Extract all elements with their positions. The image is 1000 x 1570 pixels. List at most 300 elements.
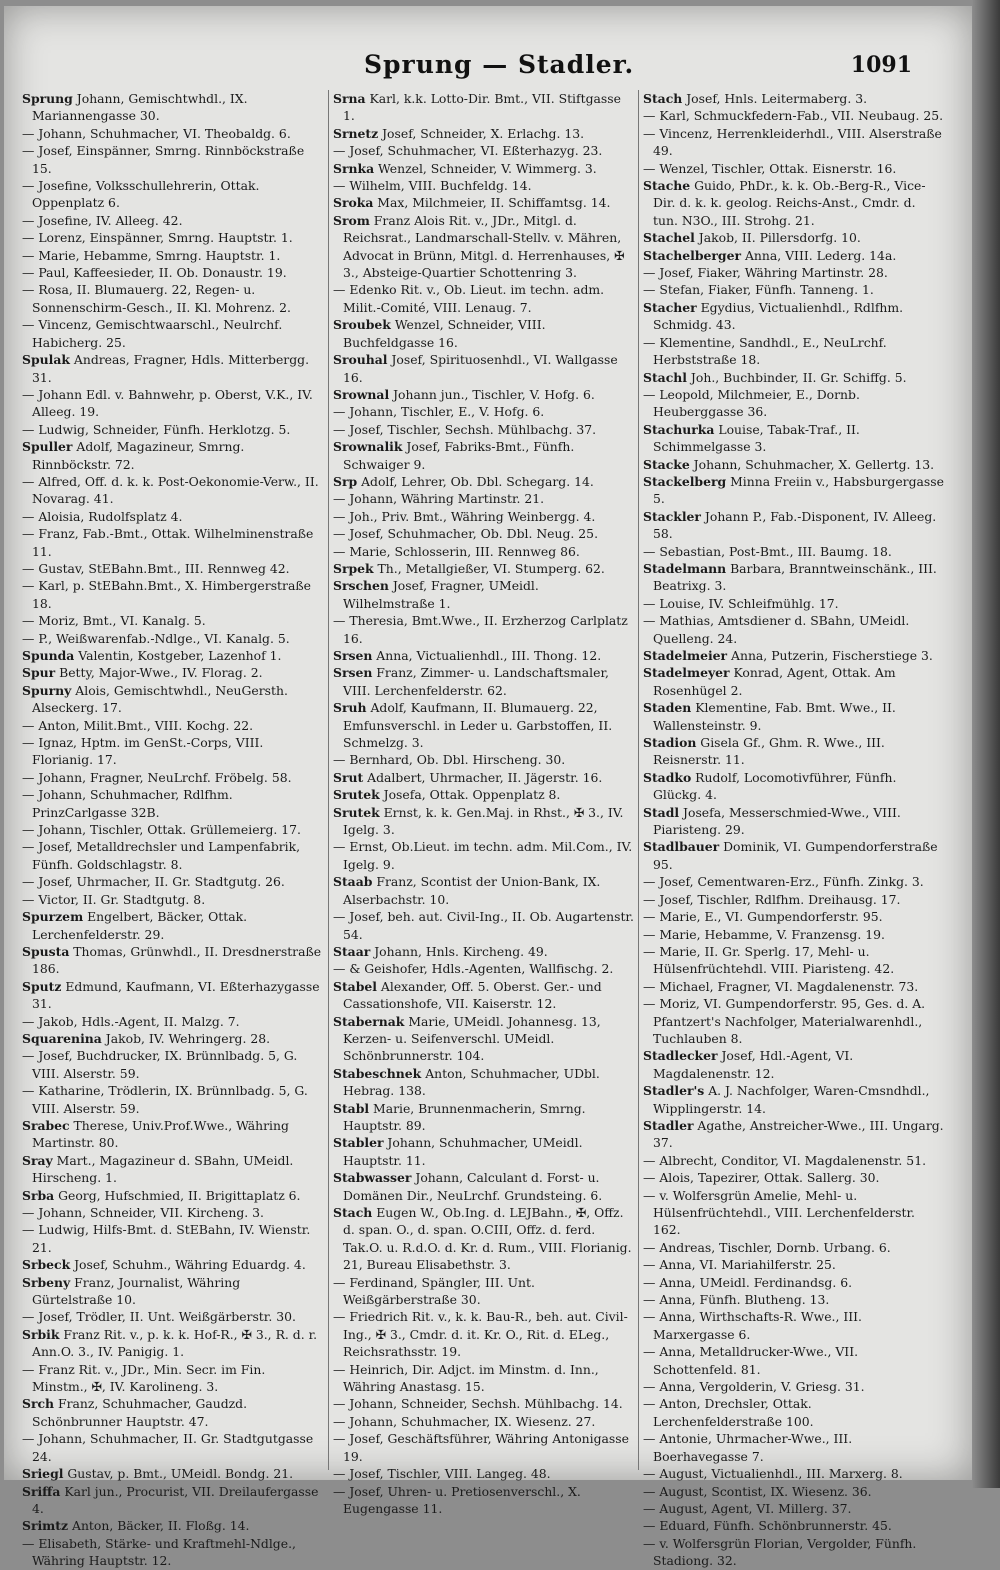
entry-details: — Anna, VI. Mariahilferstr. 25.	[643, 1257, 836, 1273]
entry-details: Franz Alois Rit. v., JDr., Mitgl. d. Reichsrat., Landmarschall-Stellv. v. Mähren, Advocat in Brünn, Mitgl. d. Herrenhauses, ✠ 3., Absteige-Quartier Schottenring 3.	[343, 212, 625, 281]
directory-entry	[22, 1256, 324, 1273]
entry-details: Johann, Calculant d. Forst- u. Domänen Dir., NeuLrchf. Grundsteing. 6.	[343, 1170, 603, 1203]
entry-details: — Josef, Trödler, II. Unt. Weißgärberstr. 30.	[22, 1309, 296, 1325]
entry-details: — Vincenz, Herrenkleiderhdl., VIII. Alserstraße 49.	[643, 125, 942, 159]
directory-entry	[643, 177, 944, 229]
directory-entry	[643, 229, 944, 246]
entry-surname: Stachel	[643, 230, 695, 246]
directory-entry	[643, 838, 944, 873]
entry-details: Anna, Victualienhdl., III. Thong. 12.	[372, 648, 602, 663]
entry-details: Max, Milchmeier, II. Schiffamtsg. 14.	[373, 195, 611, 211]
entry-details: — Joh., Priv. Bmt., Währing Weinbergg. 4.	[333, 508, 596, 524]
directory-entry	[22, 1308, 324, 1325]
entry-details: Alois, Gemischtwhdl., NeuGersth. Alseckerg. 17.	[32, 682, 288, 716]
directory-entry	[643, 595, 944, 612]
directory-entry	[643, 1395, 944, 1430]
column-1	[18, 90, 328, 1569]
directory-entry	[333, 873, 634, 908]
entry-surname: Srut	[333, 769, 364, 785]
entry-surname: Staden	[643, 700, 692, 716]
directory-entry	[643, 612, 944, 647]
directory-entry	[643, 386, 944, 421]
entry-surname: Srschen	[333, 578, 389, 594]
directory-entry	[333, 403, 634, 420]
directory-entry	[333, 786, 634, 803]
entry-details: — Josef, Schuhmacher, VI. Eßterhazyg. 23.	[333, 143, 603, 159]
entry-details: — Wilhelm, VIII. Buchfeldg. 14.	[333, 178, 532, 194]
directory-entry	[333, 194, 634, 211]
directory-entry	[22, 1013, 324, 1030]
entry-details: — Albrecht, Conditor, VI. Magdalenenstr. 51.	[643, 1152, 927, 1168]
entry-details: Franz Rit. v., p. k. k. Hof-R., ✠ 3., R. d. r. Ann.O. 3., IV. Panigig. 1.	[32, 1326, 318, 1360]
directory-entry	[333, 960, 634, 977]
entry-details: — Johann, Fragner, NeuLrchf. Fröbelg. 58.	[22, 769, 292, 785]
entry-surname: Spurny	[22, 682, 72, 698]
entry-surname: Srbeny	[22, 1274, 71, 1290]
entry-details: Mart., Magazineur d. SBahn, UMeidl. Hirscheng. 1.	[32, 1152, 294, 1186]
entry-details: — Paul, Kaffeesieder, II. Ob. Donaustr. 19.	[22, 265, 287, 281]
entry-details: Adalbert, Uhrmacher, II. Jägerstr. 16.	[363, 769, 603, 785]
directory-entry	[643, 264, 944, 281]
entry-details: Wenzel, Schneider, VIII. Buchfeldgasse 16.	[343, 317, 546, 350]
directory-entry	[22, 769, 324, 786]
directory-entry	[333, 508, 634, 525]
entry-details: — Karl, p. StEBahn.Bmt., X. Himbergerstraße 18.	[22, 578, 311, 611]
entry-details: — Josefine, Volksschullehrerin, Ottak. Oppenplatz 6.	[22, 178, 260, 211]
entry-details: — Lorenz, Einspänner, Smrng. Hauptstr. 1.	[22, 230, 293, 246]
entry-details: — Mathias, Amtsdiener d. SBahn, UMeidl. Quelleng. 24.	[643, 613, 910, 646]
entry-surname: Srownalik	[333, 439, 403, 455]
directory-entry	[643, 873, 944, 890]
directory-entry	[22, 560, 324, 577]
entry-surname: Stadler	[643, 1117, 694, 1133]
directory-entry	[22, 717, 324, 734]
entry-surname: Stach	[333, 1205, 373, 1220]
directory-entry	[22, 1152, 324, 1187]
directory-entry	[22, 891, 324, 908]
entry-details: Minna Freiin v., Habsburgergasse 5.	[653, 473, 944, 507]
entry-surname: Stach	[643, 91, 683, 106]
entry-details: — Ludwig, Schneider, Fünfh. Herklotzg. 5.	[22, 421, 291, 437]
directory-entry	[643, 1308, 944, 1343]
entry-surname: Srna	[333, 91, 366, 106]
directory-entry	[333, 577, 634, 612]
entry-details: — Johann, Schuhmacher, VI. Theobaldg. 6.	[22, 125, 291, 141]
column-2	[328, 90, 638, 1516]
directory-entry	[643, 1465, 944, 1482]
entry-details: Edmund, Kaufmann, VI. Eßterhazygasse 31.	[32, 978, 320, 1012]
entry-details: — Marie, II. Gr. Sperlg. 17, Mehl- u. Hülsenfrüchtehdl. VIII. Piaristeng. 42.	[643, 943, 895, 977]
entry-surname: Sruh	[333, 700, 367, 716]
entry-details: — Anna, Fünfh. Blutheng. 13.	[643, 1292, 830, 1308]
entry-details: — Moriz, VI. Gumpendorferstr. 95, Ges. d. A. Pfantzert's Nachfolger, Materialwarenhdl., Tuchlauben 8.	[643, 996, 926, 1046]
directory-entry	[22, 647, 324, 664]
entry-details: Thomas, Grünwhdl., II. Dresdnerstraße 186.	[32, 943, 322, 977]
entry-details: Anna, VIII. Lederg. 14a.	[741, 247, 897, 263]
entry-details: — Victor, II. Gr. Stadtgutg. 8.	[22, 891, 206, 907]
entry-details: Jakob, II. Pillersdorfg. 10.	[694, 230, 861, 246]
entry-details: — Johann, Schuhmacher, IX. Wiesenz. 27.	[333, 1413, 596, 1429]
directory-entry	[643, 769, 944, 804]
entry-details: — Marie, E., VI. Gumpendorferstr. 95.	[643, 909, 883, 925]
entry-details: — Josef, Schuhmacher, Ob. Dbl. Neug. 25.	[333, 526, 599, 542]
entry-surname: Spur	[22, 665, 56, 681]
directory-entry	[643, 281, 944, 298]
directory-entry	[333, 978, 634, 1013]
directory-entry	[333, 212, 634, 282]
directory-entry	[22, 682, 324, 717]
directory-entry	[643, 1187, 944, 1239]
directory-entry	[333, 699, 634, 751]
directory-entry	[333, 1465, 634, 1482]
directory-entry	[333, 281, 634, 316]
entry-surname: Sprung	[22, 91, 73, 106]
entry-details: Georg, Hufschmied, II. Brigittaplatz 6.	[54, 1187, 301, 1203]
entry-details: Johann, Gemischtwhdl., IX. Mariannengasse 30.	[32, 91, 248, 124]
entry-surname: Staar	[333, 943, 371, 959]
directory-entry	[333, 316, 634, 351]
directory-entry	[643, 1291, 944, 1308]
directory-entry	[22, 142, 324, 177]
directory-columns	[18, 90, 948, 1569]
entry-surname: Srutek	[333, 787, 380, 803]
entry-details: — Jakob, Hdls.-Agent, II. Malzg. 7.	[22, 1013, 240, 1029]
entry-surname: Stadelmann	[643, 560, 727, 576]
entry-details: — Vincenz, Gemischtwaarschl., Neulrchf. Habicherg. 25.	[22, 317, 283, 350]
entry-details: — August, Victualienhdl., III. Marxerg. 8.	[643, 1466, 903, 1482]
entry-details: Ernst, k. k. Gen.Maj. in Rhst., ✠ 3., IV. Igelg. 3.	[343, 804, 624, 838]
directory-entry	[333, 1413, 634, 1430]
directory-entry	[333, 177, 634, 194]
entry-surname: Stackler	[643, 508, 701, 524]
directory-entry	[22, 125, 324, 142]
entry-details: Josef, Fabriks-Bmt., Fünfh. Schwaiger 9.	[343, 439, 575, 472]
directory-entry	[22, 421, 324, 438]
directory-entry	[643, 1169, 944, 1186]
entry-details: Franz, Schuhmacher, Gaudzd. Schönbrunner Hauptstr. 47.	[32, 1396, 248, 1429]
entry-details: Anton, Schuhmacher, UDbl. Hebrag. 138.	[343, 1065, 600, 1099]
entry-details: Adolf, Kaufmann, II. Blumauerg. 22, Emfunsverschl. in Leder u. Garbstoffen, II. Schmelzg. 3.	[343, 700, 613, 751]
entry-details: Johann, Hnls. Kircheng. 49.	[370, 943, 548, 959]
entry-details: — Karl, Schmuckfedern-Fab., VII. Neubaug. 25.	[643, 108, 944, 124]
entry-surname: Stadlbauer	[643, 839, 720, 855]
entry-details: — Heinrich, Dir. Adjct. im Minstm. d. Inn., Währing Anastasg. 15.	[333, 1361, 599, 1395]
entry-details: Josef, Hnls. Leitermaberg. 3.	[682, 91, 868, 106]
entry-details: — Josef, Tischler, Rdlfhm. Dreihausg. 17.	[643, 891, 901, 907]
book-edge-shadow	[972, 0, 1000, 1488]
directory-entry	[22, 786, 324, 821]
entry-details: — Josef, Uhren- u. Pretiosenverschl., X. Eugengasse 11.	[333, 1483, 581, 1516]
entry-details: — Ignaz, Hptm. im GenSt.-Corps, VIII. Florianig. 17.	[22, 735, 264, 768]
entry-details: Anna, Putzerin, Fischerstiege 3.	[727, 648, 933, 663]
directory-entry	[643, 1535, 944, 1570]
entry-surname: Srouhal	[333, 352, 388, 368]
directory-entry	[333, 1274, 634, 1309]
directory-entry	[333, 543, 634, 560]
directory-entry	[22, 1361, 324, 1396]
entry-surname: Srimtz	[22, 1518, 69, 1534]
entry-details: — Stefan, Fiaker, Fünfh. Tanneng. 1.	[643, 282, 874, 298]
entry-surname: Stadl	[643, 804, 680, 820]
entry-details: Engelbert, Bäcker, Ottak. Lerchenfelderstr. 29.	[32, 909, 248, 942]
directory-entry	[333, 490, 634, 507]
entry-surname: Stadion	[643, 735, 697, 751]
entry-surname: Stacher	[643, 299, 697, 315]
directory-entry	[22, 1274, 324, 1309]
directory-entry	[333, 769, 634, 786]
entry-details: — Friedrich Rit. v., k. k. Bau-R., beh. aut. Civil-Ing., ✠ 3., Cmdr. d. it. Kr. O., Rit. d. ELeg., Reichsrathsstr. 19.	[333, 1309, 628, 1360]
directory-entry	[22, 281, 324, 316]
entry-details: — Josefine, IV. Alleeg. 42.	[22, 212, 183, 228]
directory-entry	[643, 107, 944, 124]
directory-entry	[333, 386, 634, 403]
entry-surname: Srom	[333, 212, 370, 228]
entry-details: — Ernst, Ob.Lieut. im techn. adm. Mil.Com., IV. Igelg. 9.	[333, 839, 633, 872]
entry-surname: Srnka	[333, 160, 375, 176]
entry-details: Betty, Major-Wwe., IV. Florag. 2.	[55, 665, 263, 681]
entry-surname: Stachl	[643, 369, 687, 385]
entry-surname: Squarenina	[22, 1030, 102, 1046]
entry-details: Gisela Gf., Ghm. R. Wwe., III. Reisnerstr. 11.	[653, 735, 885, 768]
directory-entry	[22, 664, 324, 681]
directory-entry	[643, 1517, 944, 1534]
entry-details: — Josef, Metalldrechsler und Lampenfabrik, Fünfh. Goldschlagstr. 8.	[22, 839, 301, 872]
directory-entry	[643, 664, 944, 699]
directory-entry	[22, 1030, 324, 1047]
directory-entry	[22, 264, 324, 281]
directory-entry	[333, 908, 634, 943]
entry-surname: Stadler's	[643, 1083, 705, 1099]
entry-details: — Wenzel, Tischler, Ottak. Eisnerstr. 16.	[643, 160, 897, 176]
entry-details: Adolf, Lehrer, Ob. Dbl. Schegarg. 14.	[357, 473, 594, 489]
directory-entry	[643, 125, 944, 160]
entry-surname: Spunda	[22, 648, 75, 663]
directory-entry	[333, 647, 634, 664]
entry-surname: Spulak	[22, 352, 70, 368]
directory-entry	[333, 525, 634, 542]
directory-entry	[22, 978, 324, 1013]
entry-details: Johann jun., Tischler, V. Hofg. 6.	[389, 386, 595, 402]
directory-entry	[22, 1430, 324, 1465]
directory-entry	[643, 943, 944, 978]
directory-entry	[22, 90, 324, 125]
directory-entry	[643, 1239, 944, 1256]
entry-surname: Srbik	[22, 1326, 60, 1342]
directory-entry	[333, 1134, 634, 1169]
entry-details: — v. Wolfersgrün Amelie, Mehl- u. Hülsenfrüchtehdl., VIII. Lerchenfelderstr. 162.	[643, 1187, 915, 1238]
entry-details: Josef, Spirituosenhdl., VI. Wallgasse 16.	[343, 352, 618, 385]
directory-entry	[333, 1361, 634, 1396]
directory-entry	[643, 334, 944, 369]
entry-details: — Josef, Uhrmacher, II. Gr. Stadtgutg. 26.	[22, 874, 285, 890]
directory-entry	[643, 543, 944, 560]
entry-details: — Elisabeth, Stärke- und Kraftmehl-Ndlge., Währing Hauptstr. 12.	[22, 1535, 296, 1569]
directory-entry	[22, 838, 324, 873]
directory-entry	[22, 525, 324, 560]
entry-details: — Franz Rit. v., JDr., Min. Secr. im Fin. Minstm., ✠, IV. Karolineng. 3.	[22, 1361, 266, 1395]
entry-details: — Edenko Rit. v., Ob. Lieut. im techn. adm. Milit.-Comité, VIII. Lenaug. 7.	[333, 282, 605, 315]
entry-details: — Antonie, Uhrmacher-Wwe., III. Boerhavegasse 7.	[643, 1431, 853, 1464]
entry-details: — Marie, Schlosserin, III. Rennweg 86.	[333, 543, 580, 559]
page-header	[4, 50, 972, 90]
entry-details: — Alois, Tapezirer, Ottak. Sallerg. 30.	[643, 1170, 880, 1186]
entry-surname: Sroka	[333, 195, 374, 211]
entry-details: — Johann, Tischler, E., V. Hofg. 6.	[333, 404, 545, 420]
entry-details: — Theresia, Bmt.Wwe., II. Erzherzog Carlplatz 16.	[333, 613, 628, 646]
directory-entry	[643, 1483, 944, 1500]
entry-details: — & Geishofer, Hdls.-Agenten, Wallfischg. 2.	[333, 961, 614, 977]
entry-surname: Stacke	[643, 456, 690, 472]
directory-entry	[643, 508, 944, 543]
directory-entry	[643, 1152, 944, 1169]
entry-details: — Johann Edl. v. Bahnwehr, p. Oberst, V.K., IV. Alleeg. 19.	[22, 386, 313, 420]
directory-entry	[22, 177, 324, 212]
entry-details: Valentin, Kostgeber, Lazenhof 1.	[74, 648, 282, 663]
entry-details: — Marie, Hebamme, V. Franzensg. 19.	[643, 926, 885, 942]
entry-details: — Johann, Schneider, VII. Kircheng. 3.	[22, 1205, 264, 1220]
directory-entry	[333, 90, 634, 125]
directory-entry	[643, 978, 944, 995]
entry-details: Josef, Schneider, X. Erlachg. 13.	[378, 125, 585, 141]
directory-entry	[22, 212, 324, 229]
entry-details: — Gustav, StEBahn.Bmt., III. Rennweg 42.	[22, 560, 290, 576]
directory-entry	[643, 1378, 944, 1395]
directory-entry	[22, 873, 324, 890]
directory-entry	[333, 421, 634, 438]
directory-entry	[22, 1187, 324, 1204]
directory-entry	[22, 1465, 324, 1482]
entry-surname: Stabler	[333, 1135, 384, 1151]
entry-details: — Anna, Metalldrucker-Wwe., VII. Schottenfeld. 81.	[643, 1344, 859, 1377]
entry-details: Klementine, Fab. Bmt. Wwe., II. Wallensteinstr. 9.	[653, 700, 896, 733]
entry-surname: Srsen	[333, 665, 373, 681]
entry-details: Jakob, IV. Wehringerg. 28.	[101, 1030, 271, 1046]
directory-entry	[22, 229, 324, 246]
entry-surname: Spurzem	[22, 909, 84, 925]
entry-details: — Anna, Wirthschafts-R. Wwe., III. Marxergasse 6.	[643, 1309, 862, 1342]
entry-details: — Johann, Schuhmacher, II. Gr. Stadtgutgasse 24.	[22, 1431, 314, 1464]
entry-details: — Katharine, Trödlerin, IX. Brünnlbadg. 5, G. VIII. Alserstr. 59.	[22, 1083, 308, 1116]
directory-entry	[333, 1430, 634, 1465]
entry-details: — Josef, Cementwaren-Erz., Fünfh. Zinkg. 3.	[643, 874, 924, 890]
entry-details: — Johann, Schneider, Sechsh. Mühlbachg. 14.	[333, 1396, 623, 1412]
directory-entry	[22, 1047, 324, 1082]
entry-details: Anton, Bäcker, II. Floßg. 14.	[68, 1518, 250, 1534]
directory-entry	[333, 351, 634, 386]
entry-details: — Ludwig, Hilfs-Bmt. d. StEBahn, IV. Wienstr. 21.	[22, 1222, 311, 1255]
directory-entry	[22, 1082, 324, 1117]
directory-entry	[333, 1395, 634, 1412]
entry-details: Gustav, p. Bmt., UMeidl. Bondg. 21.	[63, 1466, 294, 1482]
entry-surname: Stadlecker	[643, 1048, 718, 1064]
entry-details: Josefa, Ottak. Oppenplatz 8.	[379, 787, 561, 803]
entry-details: — Louise, IV. Schleifmühlg. 17.	[643, 595, 839, 611]
entry-surname: Stackelberg	[643, 473, 727, 489]
entry-details: — v. Wolfersgrün Florian, Vergolder, Fünfh. Stadiong. 32.	[643, 1535, 917, 1569]
directory-entry	[643, 891, 944, 908]
entry-details: Dominik, VI. Gumpendorferstraße 95.	[653, 839, 938, 872]
entry-details: Guido, PhDr., k. k. Ob.-Berg-R., Vice-Dir. d. k. k. geolog. Reichs-Anst., Cmdr. d. tun. N3O., III. Strohg. 21.	[653, 178, 926, 228]
entry-details: Adolf, Magazineur, Smrng. Rinnböckstr. 72.	[32, 439, 245, 472]
directory-entry	[22, 508, 324, 525]
directory-entry	[22, 1326, 324, 1361]
entry-surname: Sriegl	[22, 1466, 64, 1482]
directory-entry	[22, 577, 324, 612]
directory-entry	[22, 612, 324, 629]
entry-details: — Johann, Tischler, Ottak. Grüllemeierg. 17.	[22, 822, 301, 838]
directory-entry	[643, 90, 944, 107]
directory-entry	[22, 438, 324, 473]
entry-details: Th., Metallgießer, VI. Stumperg. 62.	[373, 560, 605, 576]
directory-entry	[22, 734, 324, 769]
directory-entry	[333, 1308, 634, 1360]
directory-entry	[333, 943, 634, 960]
entry-surname: Stabernak	[333, 1013, 405, 1029]
entry-details: — August, Scontist, IX. Wiesenz. 36.	[643, 1483, 872, 1499]
directory-entry	[22, 1483, 324, 1518]
entry-surname: Spuller	[22, 439, 73, 455]
directory-entry	[22, 351, 324, 386]
directory-entry	[22, 630, 324, 647]
directory-entry	[643, 908, 944, 925]
entry-details: — Sebastian, Post-Bmt., III. Baumg. 18.	[643, 543, 892, 559]
directory-entry	[333, 612, 634, 647]
entry-details: Andreas, Fragner, Hdls. Mitterbergg. 31.	[32, 352, 310, 385]
directory-page	[4, 6, 972, 1569]
entry-details: — Anton, Drechsler, Ottak. Lerchenfelderstraße 100.	[643, 1396, 814, 1429]
directory-entry	[22, 247, 324, 264]
directory-entry	[643, 734, 944, 769]
entry-details: — Bernhard, Ob. Dbl. Hirscheng. 30.	[333, 752, 566, 768]
entry-details: — Josef, Tischler, VIII. Langeg. 48.	[333, 1466, 551, 1482]
entry-details: — Josef, Geschäftsführer, Währing Antonigasse 19.	[333, 1431, 629, 1464]
entry-details: — Josef, Einspänner, Smrng. Rinnböckstraße 15.	[22, 143, 305, 176]
entry-surname: Srnetz	[333, 125, 379, 141]
entry-details: — August, Agent, VI. Millerg. 37.	[643, 1500, 852, 1516]
entry-surname: Spusta	[22, 943, 70, 959]
page-number: 1091	[850, 52, 912, 78]
entry-details: — Josef, beh. aut. Civil-Ing., II. Ob. Augartenstr. 54.	[333, 909, 634, 942]
directory-entry	[643, 299, 944, 334]
entry-details: — Johann, Währing Martinstr. 21.	[333, 491, 545, 507]
entry-details: — Andreas, Tischler, Dornb. Urbang. 6.	[643, 1239, 891, 1255]
directory-entry	[643, 647, 944, 664]
entry-details: Agathe, Anstreicher-Wwe., III. Ungarg. 37.	[653, 1117, 944, 1151]
directory-entry	[22, 1221, 324, 1256]
directory-entry	[333, 751, 634, 768]
directory-entry	[643, 1430, 944, 1465]
directory-entry	[643, 369, 944, 386]
entry-details: — Johann, Schuhmacher, Rdlfhm. PrinzCarlgasse 32B.	[22, 787, 233, 820]
directory-entry	[333, 438, 634, 473]
entry-surname: Srba	[22, 1187, 55, 1203]
entry-details: — Ferdinand, Spängler, III. Unt. Weißgärberstraße 30.	[333, 1274, 535, 1308]
directory-entry	[333, 1100, 634, 1135]
directory-entry	[22, 821, 324, 838]
entry-details: — Leopold, Milchmeier, E., Dornb. Heuberggasse 36.	[643, 386, 860, 420]
directory-entry	[333, 804, 634, 839]
entry-details: — Josef, Fiaker, Währing Martinstr. 28.	[643, 265, 888, 281]
running-head: Sprung — Stadler.	[364, 50, 635, 79]
entry-details: Rudolf, Locomotivführer, Fünfh. Glückg. 4.	[653, 769, 897, 803]
directory-entry	[643, 1343, 944, 1378]
entry-surname: Sriffa	[22, 1483, 61, 1499]
entry-details: — Anna, UMeidl. Ferdinandsg. 6.	[643, 1274, 853, 1290]
entry-surname: Srp	[333, 473, 358, 489]
entry-details: Konrad, Agent, Ottak. Am Rosenhügel 2.	[653, 665, 896, 698]
directory-entry	[22, 1517, 324, 1534]
entry-details: Eugen W., Ob.Ing. d. LEJBahn., ✠, Offz. d. span. O., d. span. O.CIII, Offz. d. ferd. Tak.O. u. R.d.O. d. Kr. d. Rum., VIII. Florianig. 21, Bureau Elisabethstr. 3.	[343, 1205, 632, 1273]
